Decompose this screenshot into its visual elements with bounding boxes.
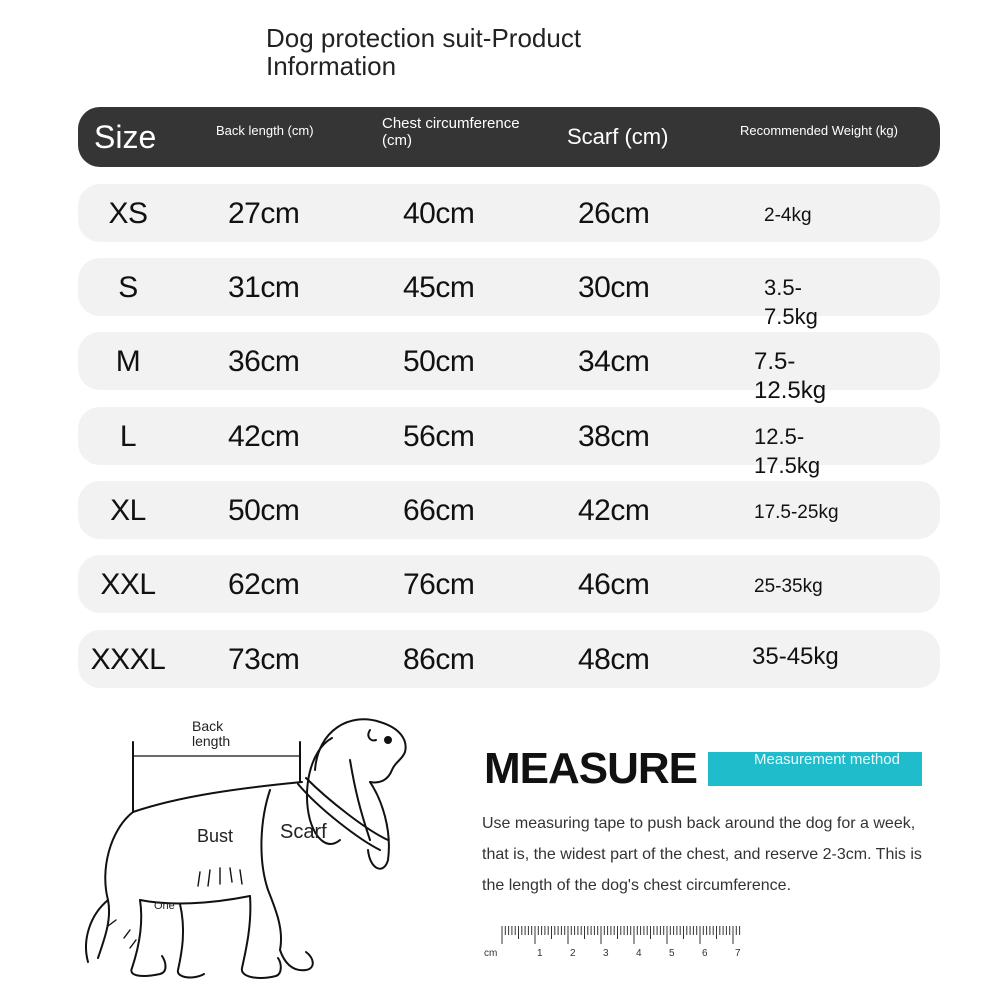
table-row bbox=[78, 481, 940, 539]
cell-chest: 40cm bbox=[403, 197, 475, 230]
measurement-method-tag bbox=[708, 752, 922, 786]
ruler-number: 6 bbox=[702, 948, 708, 959]
measure-description: Use measuring tape to push back around the dog for a week, that is, the widest part of the chest, and reserve 2-3cm. This is the length of the dog's chest circumference. bbox=[482, 815, 922, 894]
cell-scarf: 34cm bbox=[578, 345, 650, 378]
table-row bbox=[78, 407, 940, 478]
cell-weight: 17.5-25kg bbox=[754, 502, 839, 523]
cell-size: XL bbox=[110, 494, 146, 527]
ruler-number: 3 bbox=[603, 948, 609, 959]
cell-back-length: 27cm bbox=[228, 197, 300, 230]
cell-scarf: 30cm bbox=[578, 271, 650, 304]
table-row bbox=[78, 258, 940, 329]
ruler-number: 5 bbox=[669, 948, 675, 959]
measurement-method-label: Measurement method bbox=[754, 751, 900, 768]
header-weight: Recommended Weight (kg) bbox=[740, 123, 898, 138]
cell-size: L bbox=[119, 420, 137, 453]
cell-back-length: 50cm bbox=[228, 494, 300, 527]
table-header bbox=[78, 107, 940, 167]
cell-size: S bbox=[118, 271, 138, 304]
ruler-number: 2 bbox=[570, 948, 576, 959]
cell-back-length: 42cm bbox=[228, 420, 300, 453]
ruler-unit: cm bbox=[484, 948, 498, 959]
cell-scarf: 46cm bbox=[578, 568, 650, 601]
table-row bbox=[78, 332, 940, 404]
cell-back-length: 62cm bbox=[228, 568, 300, 601]
cell-scarf: 38cm bbox=[578, 420, 650, 453]
cell-size: XXL bbox=[100, 568, 156, 601]
page-title: Dog protection suit-Product Information bbox=[266, 23, 582, 81]
cell-back-length: 31cm bbox=[228, 271, 300, 304]
table-row bbox=[78, 555, 940, 613]
cell-size: XXXL bbox=[90, 643, 166, 676]
ruler-number: 4 bbox=[636, 948, 642, 959]
cell-weight: 3.5-7.5kg bbox=[764, 275, 818, 329]
cell-scarf: 26cm bbox=[578, 197, 650, 230]
label-one: One bbox=[154, 900, 175, 912]
measure-title: MEASURE bbox=[484, 744, 698, 793]
header-scarf: Scarf (cm) bbox=[567, 124, 669, 149]
cell-size: M bbox=[115, 345, 141, 378]
header-chest: Chest circumference (cm) bbox=[382, 115, 520, 149]
cell-chest: 66cm bbox=[403, 494, 475, 527]
ruler-number: 7 bbox=[735, 948, 741, 959]
ruler-icon bbox=[482, 924, 744, 960]
cell-weight: 35-45kg bbox=[752, 643, 839, 670]
label-back-length: Back length bbox=[192, 718, 231, 749]
header-back-length: Back length (cm) bbox=[216, 123, 314, 138]
cell-weight: 12.5-17.5kg bbox=[754, 424, 821, 478]
cell-weight: 25-35kg bbox=[754, 576, 823, 597]
label-scarf: Scarf bbox=[280, 821, 327, 843]
header-size: Size bbox=[94, 119, 157, 155]
cell-chest: 56cm bbox=[403, 420, 475, 453]
cell-chest: 50cm bbox=[403, 345, 475, 378]
cell-chest: 76cm bbox=[403, 568, 475, 601]
ruler-number: 1 bbox=[537, 948, 543, 959]
label-bust: Bust bbox=[197, 826, 234, 846]
cell-scarf: 42cm bbox=[578, 494, 650, 527]
table-row bbox=[78, 184, 940, 242]
cell-back-length: 36cm bbox=[228, 345, 300, 378]
cell-weight: 7.5-12.5kg bbox=[754, 348, 827, 404]
cell-back-length: 73cm bbox=[228, 643, 300, 676]
cell-scarf: 48cm bbox=[578, 643, 650, 676]
cell-chest: 86cm bbox=[403, 643, 475, 676]
cell-size: XS bbox=[108, 197, 148, 230]
table-row bbox=[78, 630, 940, 688]
cell-weight: 2-4kg bbox=[764, 205, 812, 226]
cell-chest: 45cm bbox=[403, 271, 475, 304]
